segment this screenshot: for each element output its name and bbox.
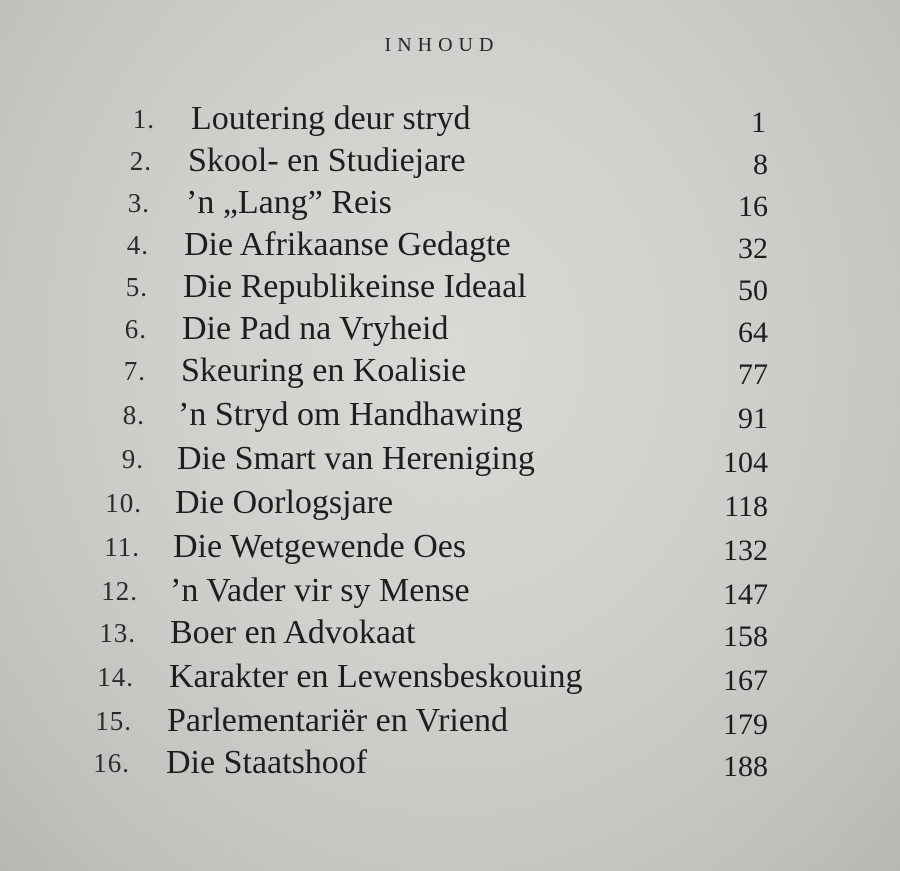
contents-heading: INHOUD xyxy=(384,34,500,56)
chapter-title: Die Smart van Hereniging xyxy=(177,440,535,477)
chapter-title: Die Pad na Vryheid xyxy=(182,310,449,347)
page-number: 147 xyxy=(723,578,768,611)
toc-entry-12 xyxy=(0,572,900,616)
page-number: 91 xyxy=(738,402,768,435)
page-number: 158 xyxy=(723,620,768,653)
chapter-number: 5. xyxy=(125,272,148,302)
page-number: 16 xyxy=(738,190,768,223)
page-number: 179 xyxy=(723,708,768,741)
toc-entry-5 xyxy=(0,268,900,312)
toc-entry-6 xyxy=(0,310,900,354)
toc-entry-3 xyxy=(0,184,900,228)
page-number: 50 xyxy=(738,274,768,307)
chapter-number: 15. xyxy=(95,706,132,736)
chapter-title: Parlementariër en Vriend xyxy=(167,702,508,739)
chapter-title: Die Republikeinse Ideaal xyxy=(183,268,527,305)
chapter-title: Skeuring en Koalisie xyxy=(181,352,467,389)
chapter-number: 1. xyxy=(132,104,155,134)
page-number: 64 xyxy=(738,316,768,349)
toc-entry-11 xyxy=(0,528,900,572)
toc-entry-15 xyxy=(0,702,900,746)
chapter-title: Die Oorlogsjare xyxy=(175,484,394,521)
chapter-title: ’n „Lang” Reis xyxy=(186,184,392,221)
chapter-title: Die Afrikaanse Gedagte xyxy=(184,226,511,263)
chapter-number: 16. xyxy=(93,748,130,778)
chapter-number: 3. xyxy=(127,188,150,218)
chapter-number: 6. xyxy=(124,314,147,344)
toc-entry-2 xyxy=(0,142,900,186)
toc-entry-10 xyxy=(0,484,900,528)
toc-entry-13 xyxy=(0,614,900,658)
chapter-number: 2. xyxy=(129,146,152,176)
chapter-title: Die Wetgewende Oes xyxy=(173,528,467,565)
chapter-title: Karakter en Lewensbeskouing xyxy=(169,658,583,695)
chapter-title: ’n Stryd om Handhawing xyxy=(178,396,523,433)
chapter-number: 12. xyxy=(101,576,138,606)
toc-entry-16 xyxy=(0,744,900,788)
page-number: 167 xyxy=(723,664,768,697)
chapter-number: 8. xyxy=(122,400,145,430)
chapter-number: 7. xyxy=(123,356,146,386)
chapter-number: 4. xyxy=(126,230,149,260)
page-number: 1 xyxy=(751,106,766,139)
toc-entry-4 xyxy=(0,226,900,270)
toc-entry-8 xyxy=(0,396,900,440)
toc-entry-7 xyxy=(0,352,900,396)
page-number: 132 xyxy=(723,534,768,567)
toc-entry-9 xyxy=(0,440,900,484)
toc-entry-14 xyxy=(0,658,900,702)
toc-entry-1 xyxy=(0,100,900,144)
page-number: 188 xyxy=(723,750,768,783)
chapter-number: 11. xyxy=(104,532,140,562)
page-number: 118 xyxy=(724,490,768,523)
page-number: 8 xyxy=(753,148,768,181)
chapter-title: ’n Vader vir sy Mense xyxy=(170,572,470,609)
chapter-number: 9. xyxy=(121,444,144,474)
page-number: 104 xyxy=(723,446,768,479)
page-number: 32 xyxy=(738,232,768,265)
chapter-title: Loutering deur stryd xyxy=(191,100,471,137)
chapter-title: Boer en Advokaat xyxy=(170,614,416,651)
chapter-title: Die Staatshoof xyxy=(166,744,368,781)
chapter-number: 13. xyxy=(99,618,136,648)
chapter-number: 10. xyxy=(105,488,142,518)
page-number: 77 xyxy=(738,358,768,391)
chapter-title: Skool- en Studiejare xyxy=(188,142,466,179)
chapter-number: 14. xyxy=(97,662,134,692)
